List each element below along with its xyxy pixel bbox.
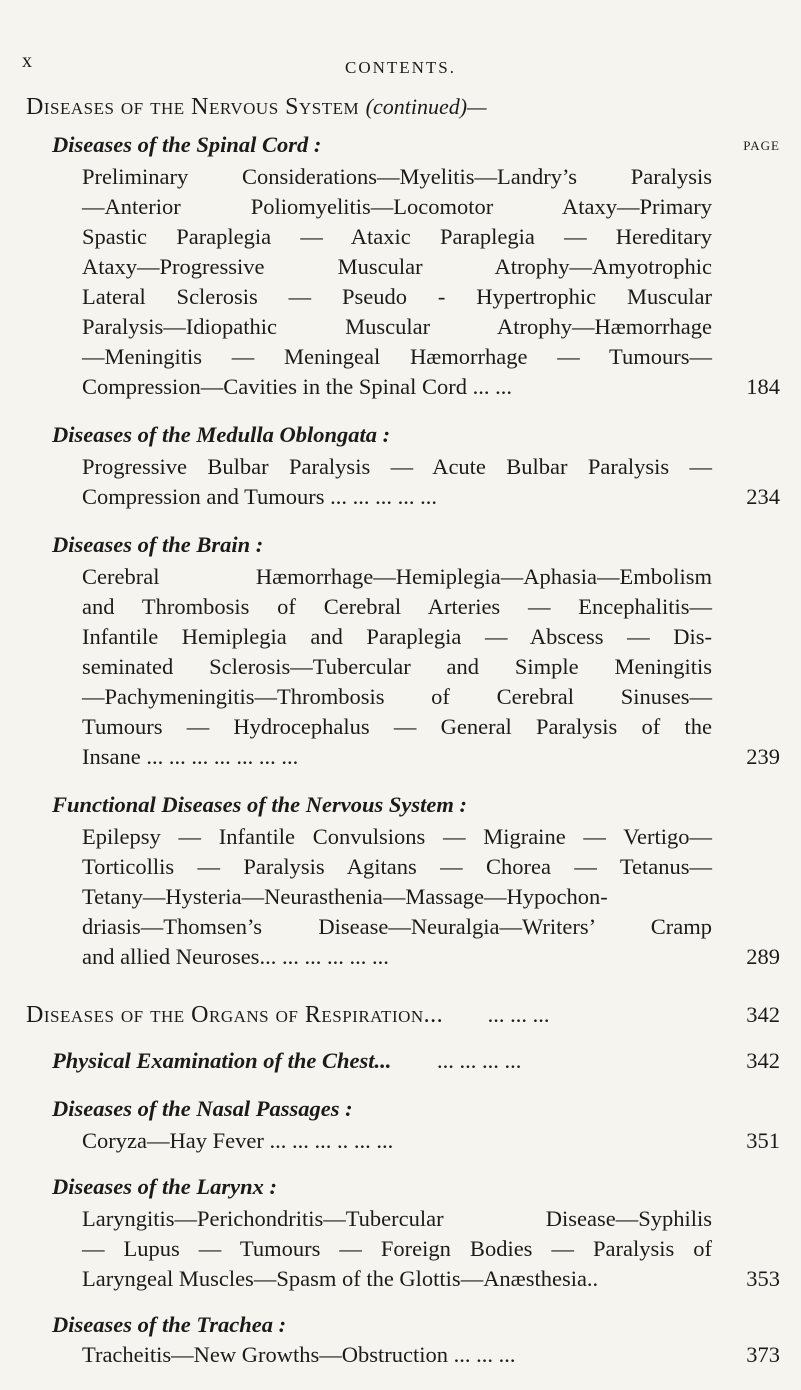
page-number: 234 (746, 484, 780, 509)
entry-line: Progressive Bulbar Paralysis — Acute Bulbar Paralysis — (82, 454, 712, 479)
entry-line: and allied Neuroses... ... ... ... ... ... (82, 944, 389, 969)
page-number: 289 (746, 944, 780, 969)
entry-title-medulla-oblongata: Diseases of the Medulla Oblongata : (52, 422, 391, 447)
entry-line: Compression—Cavities in the Spinal Cord ... ... (82, 374, 512, 399)
entry-title-trachea: Diseases of the Trachea : (52, 1312, 287, 1337)
running-head: CONTENTS. (344, 58, 457, 77)
entry-line: driasis—Thomsen’s Disease—Neuralgia—Writers’ Cramp (82, 914, 712, 939)
entry-line: Laryngeal Muscles—Spasm of the Glottis—Anæsthesia.. (82, 1266, 599, 1291)
entry-line: Spastic Paraplegia — Ataxic Paraplegia — Hereditary (82, 224, 712, 249)
entry-line: Preliminary Considerations—Myelitis—Landry’s Paralysis (82, 164, 712, 189)
page-number: 351 (746, 1128, 780, 1153)
entry-line: Tetany—Hysteria—Neurasthenia—Massage—Hypochon- (82, 884, 608, 909)
page-number: 184 (746, 374, 780, 399)
folio-number: x (22, 50, 32, 72)
entry-line: Coryza—Hay Fever ... ... ... .. ... ... (82, 1128, 394, 1153)
entry-line: Paralysis—Idiopathic Muscular Atrophy—Hæmorrhage (82, 314, 712, 339)
entry-line: —Anterior Poliomyelitis—Locomotor Ataxy—Primary (82, 194, 712, 219)
entry-line: Torticollis — Paralysis Agitans — Chorea — Tetanus— (82, 854, 712, 879)
section-heading-nervous-system: Diseases of the Nervous System (continued)— (26, 94, 487, 120)
page-number: 353 (746, 1266, 780, 1291)
entry-line: and Thrombosis of Cerebral Arteries — Encephalitis— (82, 594, 712, 619)
section-heading-respiration: Diseases of the Organs of Respiration... ... ... ... (26, 1002, 550, 1028)
entry-line: —Pachymeningitis—Thrombosis of Cerebral Sinuses— (82, 684, 712, 709)
entry-line: Compression and Tumours ... ... ... ... ... (82, 484, 438, 509)
entry-line: Laryngitis—Perichondritis—Tubercular Disease—Syphilis (82, 1206, 712, 1231)
entry-title-spinal-cord: Diseases of the Spinal Cord : (52, 132, 322, 157)
entry-line: Tumours — Hydrocephalus — General Paralysis of the (82, 714, 712, 739)
entry-line: Ataxy—Progressive Muscular Atrophy—Amyotrophic (82, 254, 712, 279)
entry-line: Cerebral Hæmorrhage—Hemiplegia—Aphasia—Embolism (82, 564, 712, 589)
entry-title-functional-diseases: Functional Diseases of the Nervous System : (52, 792, 468, 817)
entry-line: Infantile Hemiplegia and Paraplegia — Abscess — Dis- (82, 624, 712, 649)
entry-line: —Meningitis — Meningeal Hæmorrhage — Tumours— (82, 344, 712, 369)
entry-title-larynx: Diseases of the Larynx : (52, 1174, 277, 1199)
entry-line: seminated Sclerosis—Tubercular and Simple Meningitis (82, 654, 712, 679)
entry-line: Epilepsy — Infantile Convulsions — Migraine — Vertigo— (82, 824, 712, 849)
entry-line: — Lupus — Tumours — Foreign Bodies — Paralysis of (82, 1236, 712, 1261)
entry-title-physical-examination: Physical Examination of the Chest... ... ... ... ... (52, 1048, 522, 1073)
entry-title-brain: Diseases of the Brain : (52, 532, 264, 557)
page-column-label: PAGE (743, 138, 780, 153)
entry-line: Insane ... ... ... ... ... ... ... (82, 744, 299, 769)
entry-line: Lateral Sclerosis — Pseudo - Hypertrophic Muscular (82, 284, 712, 309)
entry-line: Tracheitis—New Growths—Obstruction ... ... ... (82, 1342, 516, 1367)
entry-title-nasal-passages: Diseases of the Nasal Passages : (52, 1096, 353, 1121)
page-number: 342 (746, 1002, 780, 1027)
page-number: 373 (746, 1342, 780, 1367)
page-number: 342 (746, 1048, 780, 1073)
page-number: 239 (746, 744, 780, 769)
